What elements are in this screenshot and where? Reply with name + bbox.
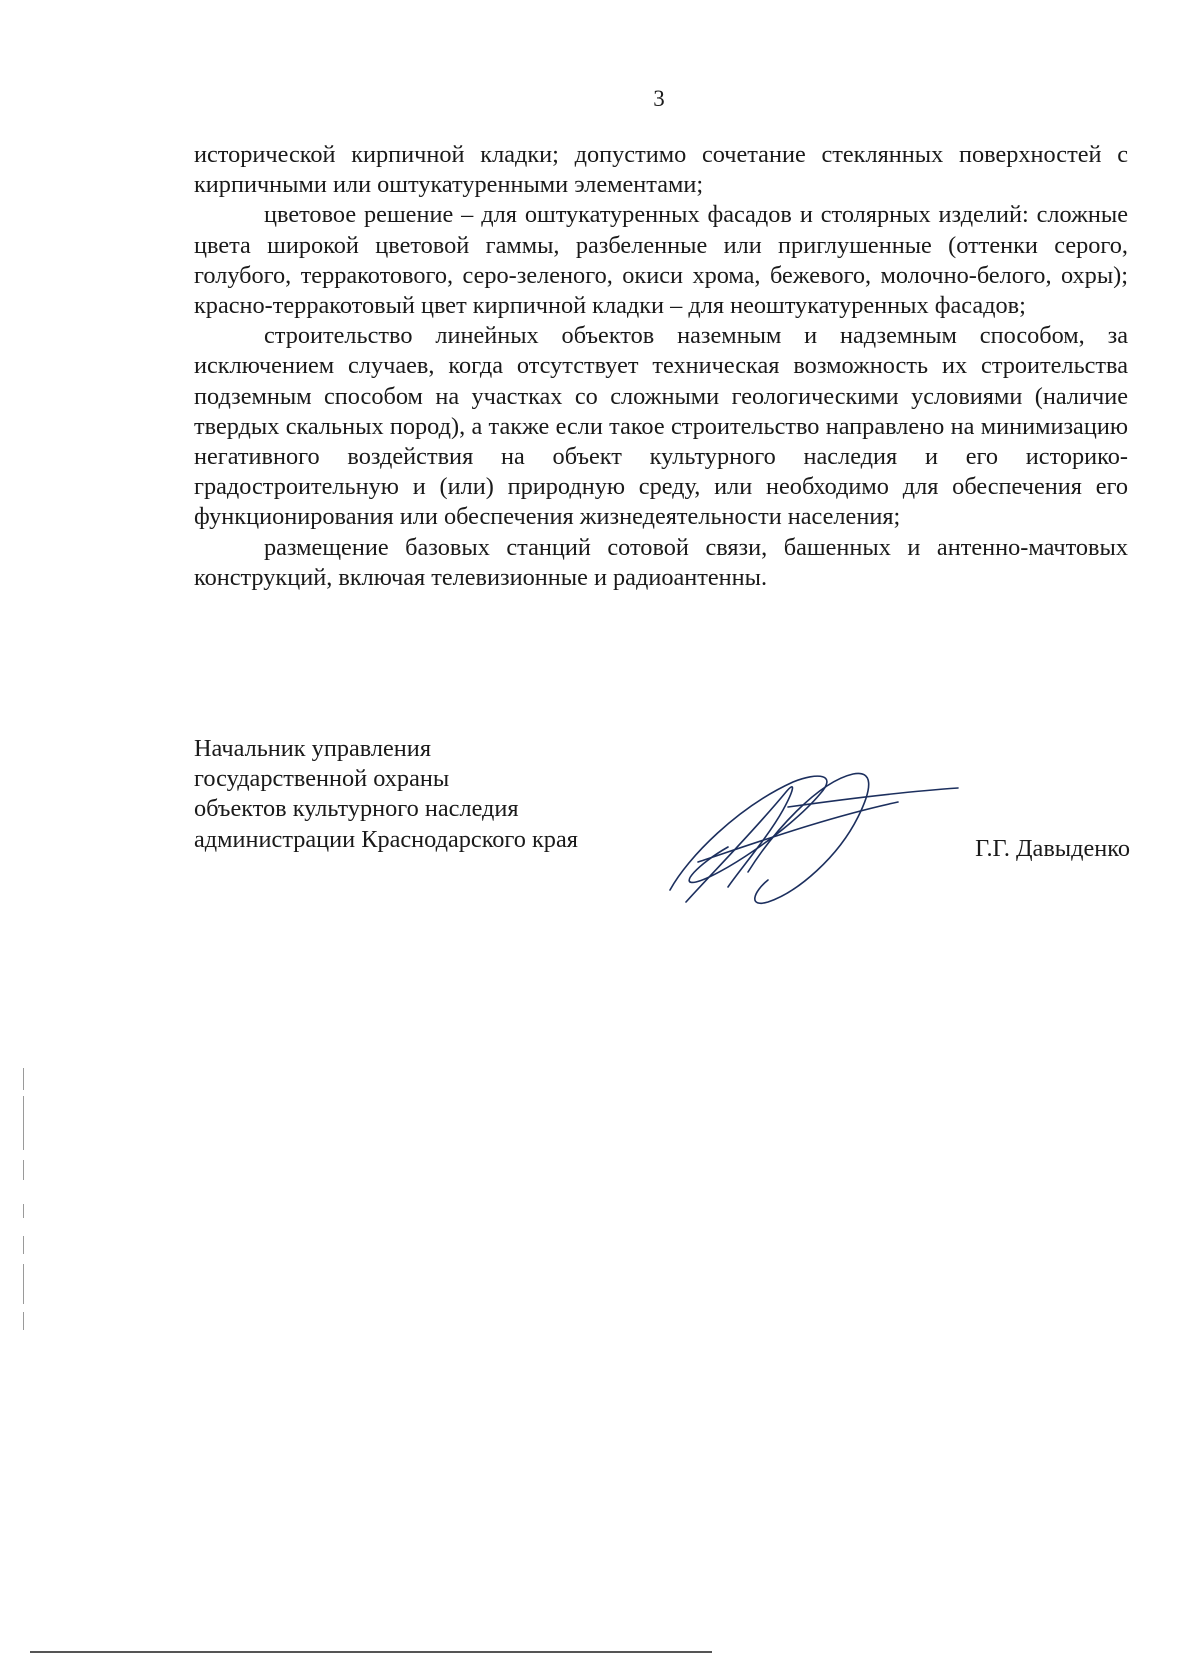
paragraph-brick-masonry: исторической кирпичной кладки; допустимо сочетание стеклянных поверхностей с кирпичными или оштукатуренными элементами;: [194, 141, 1128, 199]
paragraph-base-stations: размещение базовых станций сотовой связи, башенных и антенно-мачтовых конструкций, включая телевизионные и радиоантенны.: [194, 533, 1128, 591]
scan-edge-mark: [23, 1160, 24, 1180]
scan-edge-mark: [23, 1204, 24, 1218]
position-line: Начальник управления: [194, 735, 431, 762]
scan-edge-mark: [23, 1264, 24, 1304]
scan-edge-mark: [23, 1096, 24, 1150]
page-number: 3: [653, 86, 665, 111]
bottom-scan-rule: [30, 1651, 712, 1653]
scan-edge-mark: [23, 1068, 24, 1090]
position-line: государственной охраны: [194, 765, 450, 793]
scan-edge-mark: [23, 1236, 24, 1254]
position-line: администрации Краснодарского края: [194, 825, 578, 853]
handwritten-signature-icon: [668, 762, 964, 908]
paragraph-linear-objects: строительство линейных объектов наземным и надземным способом, за исключением случаев, когда отсутствует техническая возможность их строительства подземным способом на участках со сложными геологическими условиями (наличие твердых скальных пород), а также если такое строительство направлено на минимизацию негативного воздействия на объект культурного наследия и его историко-градостроительную и (или) природную среду, или необходимо для обеспечения его функционирования или обеспечения жизнедеятельности населения;: [194, 322, 1128, 531]
signatory-position: [194, 734, 578, 855]
scan-edge-mark: [23, 1312, 24, 1330]
position-line: объектов культурного наследия: [194, 795, 519, 823]
paragraph-color-scheme: цветовое решение – для оштукатуренных фасадов и столярных изделий: сложные цвета широкой цветовой гаммы, разбеленные или приглушенные (оттенки серого, голубого, терракотового, серо-зеленого, окиси хрома, бежевого, молочно-белого, охры); красно-терракотовый цвет кирпичной кладки – для неоштукатуренных фасадов;: [194, 201, 1128, 320]
document-body: [194, 140, 1128, 593]
signer-name: Г.Г. Давыденко: [975, 835, 1130, 862]
